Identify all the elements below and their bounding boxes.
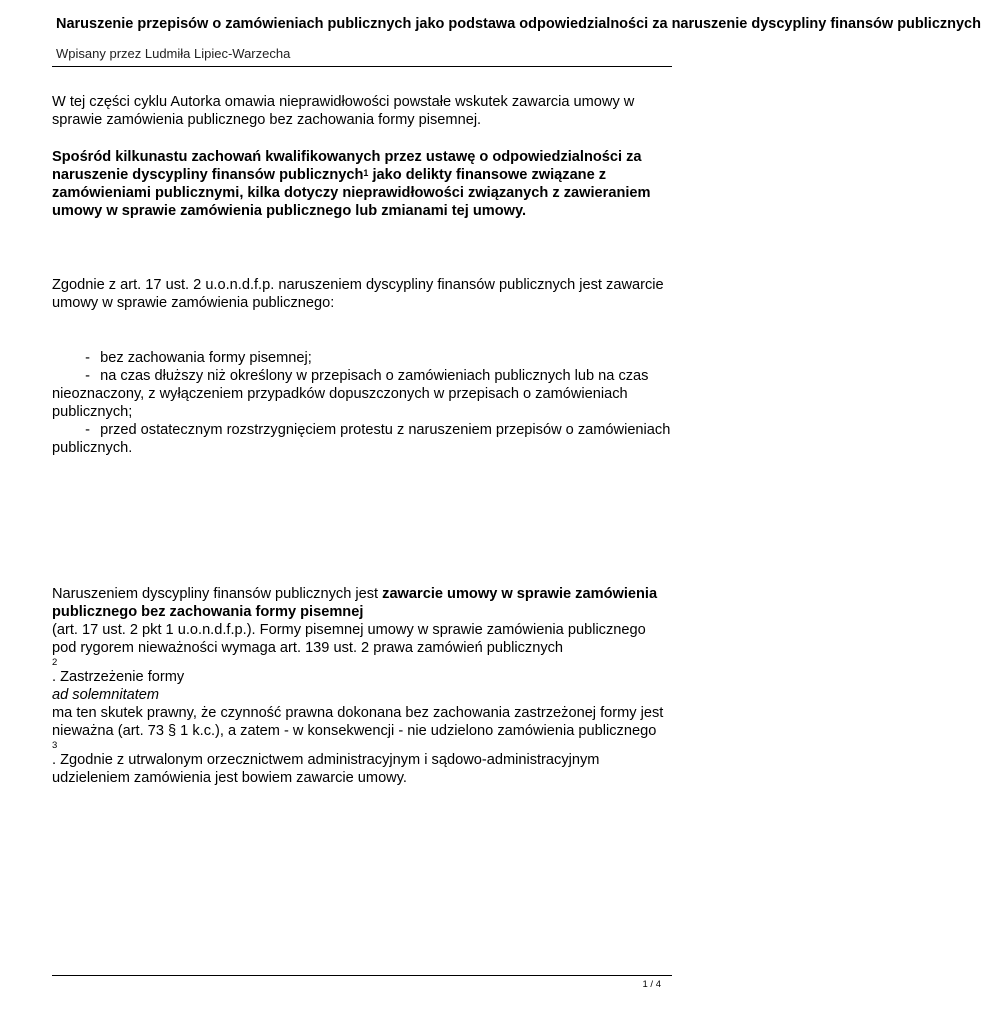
section-lead-bold: zawarcie umowy w sprawie zamówienia publicznego bez zachowania formy pisemnej <box>52 586 658 620</box>
section-lead: Naruszeniem dyscypliny finansów publicznych jest <box>52 586 383 602</box>
section-italic-term: ad solemnitatem <box>52 687 160 703</box>
article-intro-paragraph: Zgodnie z art. 17 ust. 2 u.o.n.d.f.p. naruszeniem dyscypliny finansów publicznych jest zawarcie umowy w sprawie zamówienia publicznego: <box>52 277 664 311</box>
list-item-text: przed ostatecznym rozstrzygnięciem protestu z naruszeniem przepisów o zamówieniach publicznych. <box>52 422 671 456</box>
list-item <box>52 367 672 421</box>
list-dash: - <box>85 350 90 366</box>
violation-list <box>52 349 672 457</box>
list-item-text: na czas dłuższy niż określony w przepisach o zamówieniach publicznych lub na czas nieoznaczony, z wyłączeniem przypadków dopuszczonych w przepisach o zamówieniach publicznych; <box>52 368 649 420</box>
section-line-3: . Zastrzeżenie formy <box>52 669 185 685</box>
footnote-ref-1[interactable]: 1 <box>363 168 369 178</box>
section-line-2: (art. 17 ust. 2 pkt 1 u.o.n.d.f.p.). Formy pisemnej umowy w sprawie zamówienia publicznego pod rygorem nieważności wymaga art. 139 ust. 2 prawa zamówień publicznych <box>52 622 646 656</box>
header-divider <box>52 66 672 67</box>
document-header-title: Naruszenie przepisów o zamówieniach publicznych jako podstawa odpowiedzialności za naruszenie dyscypliny finansów publicznych <box>56 16 981 32</box>
section-line-4: ma ten skutek prawny, że czynność prawna dokonana bez zachowania zastrzeżonej formy jest nieważna (art. 73 § 1 k.c.), a zatem - w konsekwencji - nie udzielono zamówienia publicznego <box>52 705 664 739</box>
section-line-5: . Zgodnie z utrwalonym orzecznictwem administracyjnym i sądowo-administracyjnym udzieleniem zamówienia jest bowiem zawarcie umowy. <box>52 752 600 786</box>
list-item-text: bez zachowania formy pisemnej; <box>100 350 312 366</box>
footer-divider <box>52 975 672 976</box>
lead-text-part2: jako delikty finansowe związane z zamówieniami publicznymi, kilka dotyczy nieprawidłowości związanych z zawieraniem umowy w sprawie zamówienia publicznego lub zmianami tej umowy. <box>52 167 651 219</box>
list-item <box>52 421 672 457</box>
section-paragraph <box>52 585 672 787</box>
list-item <box>52 349 672 367</box>
footnote-ref-3[interactable]: 3 <box>52 740 58 751</box>
list-dash: - <box>85 422 90 438</box>
list-dash: - <box>85 368 90 384</box>
document-author: Wpisany przez Ludmiła Lipiec-Warzecha <box>56 46 291 61</box>
intro-paragraph: W tej części cyklu Autorka omawia nieprawidłowości powstałe wskutek zawarcia umowy w sprawie zamówienia publicznego bez zachowania formy pisemnej. <box>52 94 635 128</box>
lead-paragraph <box>52 148 672 220</box>
lead-text-part1: Spośród kilkunastu zachowań kwalifikowanych przez ustawę o odpowiedzialności za naruszenie dyscypliny finansów publicznych <box>52 149 642 183</box>
page-number: 1 / 4 <box>642 979 661 990</box>
footnote-ref-2[interactable]: 2 <box>52 657 58 668</box>
